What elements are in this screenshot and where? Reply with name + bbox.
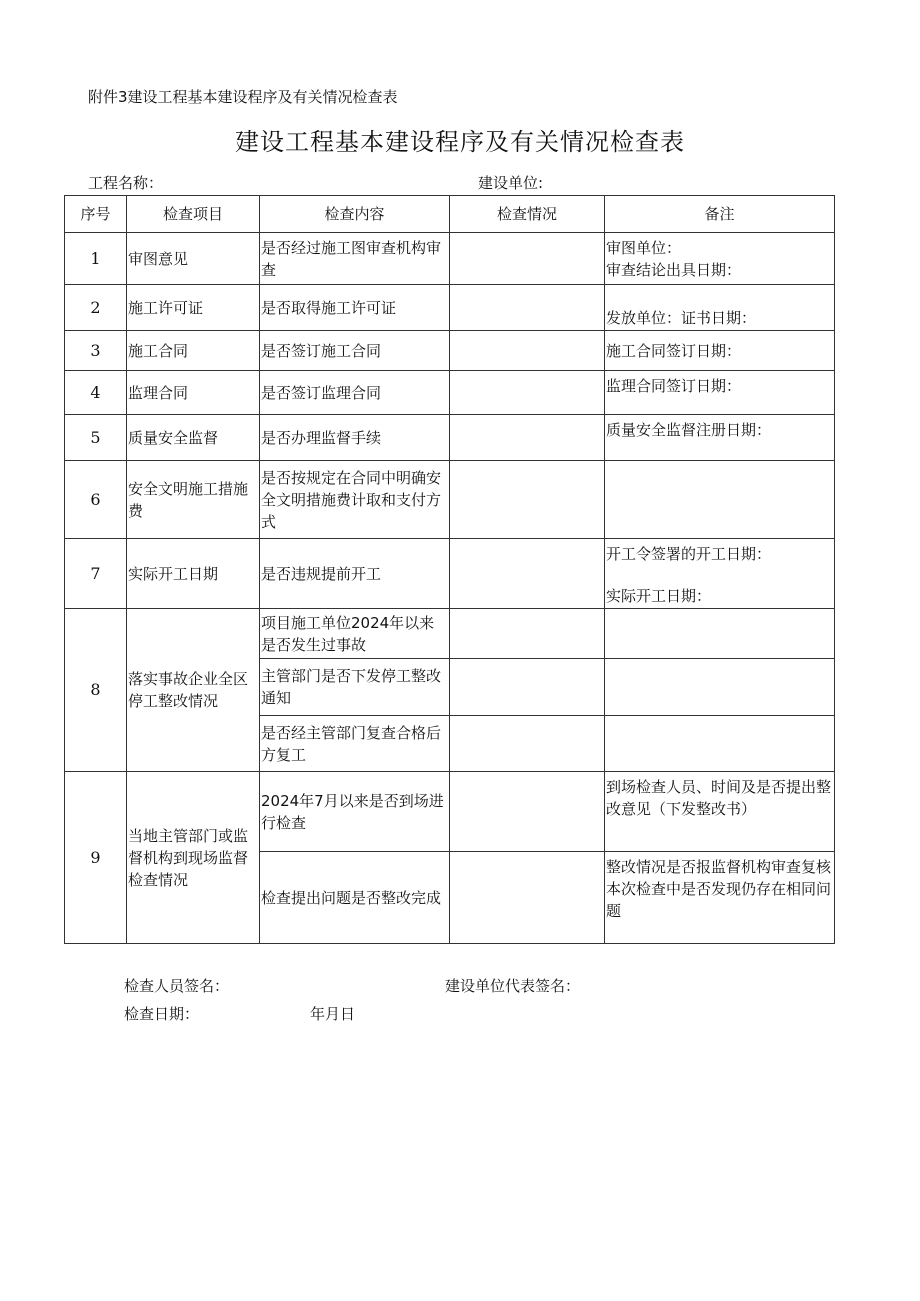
row-item: 当地主管部门或监督机构到现场监督检查情况	[127, 772, 260, 944]
header-note: 备注	[605, 196, 835, 233]
row-status-cell[interactable]	[450, 233, 605, 285]
row-item: 落实事故企业全区停工整改情况	[127, 609, 260, 772]
row-item: 监理合同	[127, 371, 260, 415]
row-item: 实际开工日期	[127, 539, 260, 609]
row-status-cell[interactable]	[450, 285, 605, 331]
row-content: 是否违规提前开工	[260, 539, 450, 609]
row-item: 审图意见	[127, 233, 260, 285]
row-status-cell[interactable]	[450, 539, 605, 609]
table-header-row	[65, 196, 835, 233]
note-line: 审查结论出具日期：	[606, 261, 742, 279]
row-status-cell[interactable]	[450, 609, 605, 659]
row-item: 施工许可证	[127, 285, 260, 331]
row-status-cell[interactable]	[450, 461, 605, 539]
note-line: 实际开工日期：	[606, 587, 712, 605]
table-row	[65, 539, 835, 609]
row-note-cell[interactable]	[605, 233, 835, 285]
row-content: 是否经主管部门复查合格后方复工	[260, 716, 450, 772]
row-content: 检查提出问题是否整改完成	[260, 852, 450, 944]
row-content: 2024年7月以来是否到场进行检查	[260, 772, 450, 852]
inspection-table	[64, 195, 835, 944]
note-line: 审图单位：	[606, 239, 682, 257]
note-line: 整改情况是否报监督机构审查复核	[606, 858, 832, 876]
note-line: 发放单位：证书日期：	[606, 309, 757, 327]
row-status-cell[interactable]	[450, 716, 605, 772]
row-seq: 5	[65, 415, 127, 461]
row-note-cell[interactable]: 到场检查人员、时间及是否提出整改意见（下发整改书）	[605, 772, 835, 852]
builder-unit-label: 建设单位:	[478, 174, 544, 192]
row-content: 是否签订施工合同	[260, 331, 450, 371]
row-note-cell[interactable]	[605, 285, 835, 331]
inspection-date-label: 检查日期：	[124, 1005, 200, 1023]
row-content: 项目施工单位2024年以来是否发生过事故	[260, 609, 450, 659]
table-row	[65, 371, 835, 415]
row-note-cell[interactable]: 质量安全监督注册日期：	[605, 415, 835, 461]
row-content: 是否办理监督手续	[260, 415, 450, 461]
row-status-cell[interactable]	[450, 659, 605, 716]
row-content: 是否经过施工图审查机构审查	[260, 233, 450, 285]
row-seq: 3	[65, 331, 127, 371]
row-status-cell[interactable]	[450, 371, 605, 415]
row-seq: 7	[65, 539, 127, 609]
header-content: 检查内容	[260, 196, 450, 233]
row-item: 安全文明施工措施费	[127, 461, 260, 539]
row-content: 是否按规定在合同中明确安全文明措施费计取和支付方式	[260, 461, 450, 539]
header-seq: 序号	[65, 196, 127, 233]
row-content: 是否签订监理合同	[260, 371, 450, 415]
attachment-line: 附件3建设工程基本建设程序及有关情况检查表	[88, 88, 398, 106]
row-seq: 1	[65, 233, 127, 285]
row-content: 是否取得施工许可证	[260, 285, 450, 331]
row-note-cell[interactable]	[605, 461, 835, 539]
builder-rep-signature-label: 建设单位代表签名：	[445, 977, 581, 995]
inspector-signature-label: 检查人员签名：	[124, 977, 230, 995]
note-line: 本次检查中是否发现仍存在相同问题	[606, 880, 832, 920]
table-row	[65, 772, 835, 852]
row-item: 质量安全监督	[127, 415, 260, 461]
table-row	[65, 461, 835, 539]
project-name-label: 工程名称：	[88, 174, 164, 192]
row-note-cell[interactable]	[605, 659, 835, 716]
row-status-cell[interactable]	[450, 331, 605, 371]
note-line: 开工令签署的开工日期：	[606, 545, 772, 563]
page-title: 建设工程基本建设程序及有关情况检查表	[235, 128, 685, 156]
row-seq: 2	[65, 285, 127, 331]
row-seq: 6	[65, 461, 127, 539]
row-status-cell[interactable]	[450, 772, 605, 852]
row-status-cell[interactable]	[450, 415, 605, 461]
table-row	[65, 609, 835, 659]
row-note-cell[interactable]	[605, 539, 835, 609]
inspection-date-value: 年月日	[310, 1005, 356, 1023]
row-note-cell[interactable]	[605, 716, 835, 772]
row-seq: 4	[65, 371, 127, 415]
row-status-cell[interactable]	[450, 852, 605, 944]
row-note-cell[interactable]: 施工合同签订日期：	[605, 331, 835, 371]
table-row	[65, 285, 835, 331]
row-seq: 9	[65, 772, 127, 944]
table-row	[65, 233, 835, 285]
row-content: 主管部门是否下发停工整改通知	[260, 659, 450, 716]
row-item: 施工合同	[127, 331, 260, 371]
row-note-cell[interactable]	[605, 609, 835, 659]
row-note-cell[interactable]	[605, 852, 835, 944]
table-row	[65, 331, 835, 371]
header-status: 检查情况	[450, 196, 605, 233]
row-note-cell[interactable]: 监理合同签订日期：	[605, 371, 835, 415]
table-row	[65, 415, 835, 461]
row-seq: 8	[65, 609, 127, 772]
header-item: 检查项目	[127, 196, 260, 233]
